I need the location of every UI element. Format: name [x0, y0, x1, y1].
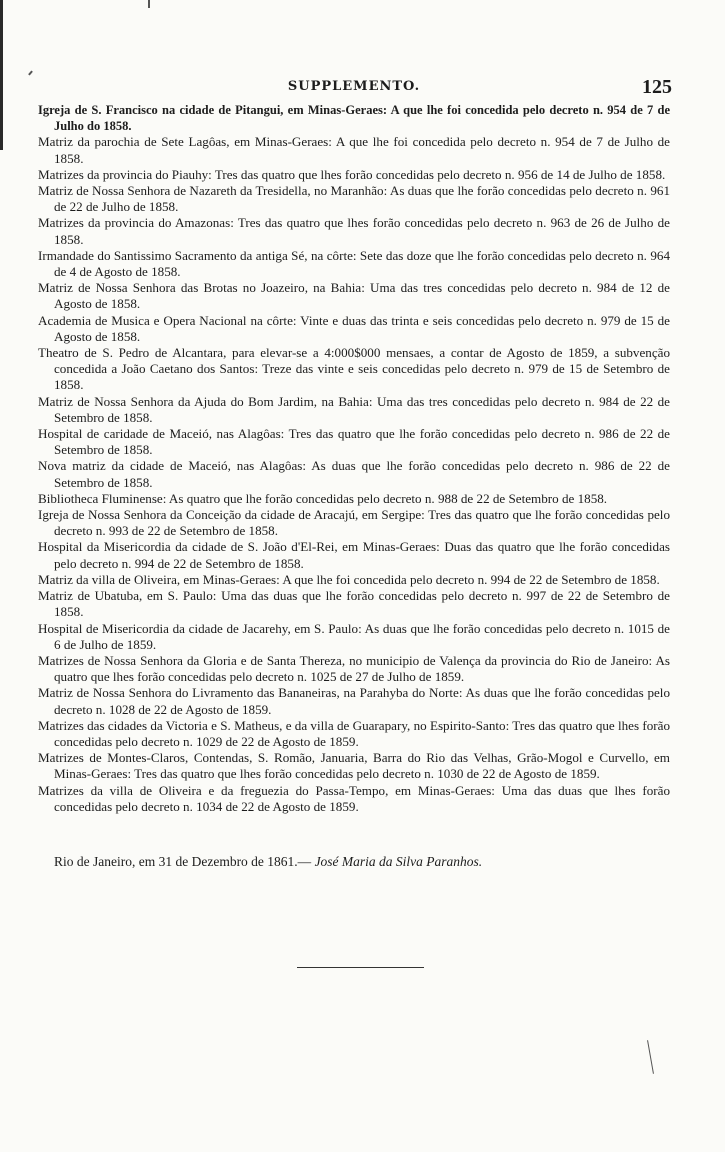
- list-item: Igreja de S. Francisco na cidade de Pitangui, em Minas-Geraes: A que lhe foi concedida pelo decreto n. 954 de 7 de Julho do 1858.: [38, 103, 670, 134]
- list-item: Matriz de Nossa Senhora de Nazareth da Tresidella, no Maranhão: As duas que lhe forão concedidas pelo decreto n. 961 de 22 de Julho de 1858.: [38, 183, 670, 215]
- list-item: Matriz de Nossa Senhora das Brotas no Joazeiro, na Bahia: Uma das tres concedidas pelo decreto n. 984 de 12 de Agosto de 1858.: [38, 280, 670, 312]
- list-item: Igreja de Nossa Senhora da Conceição da cidade de Aracajú, em Sergipe: Tres das quatro que lhe forão concedidas pelo decreto n. 993 de 22 de Setembro de 1858.: [38, 507, 670, 539]
- list-item: Theatro de S. Pedro de Alcantara, para elevar-se a 4:000$000 mensaes, a contar de Agosto de 1859, a subvenção concedida a João Caetano dos Santos: Treze das vinte e seis concedidas pelo decreto n. 979 de 15 de Setembro de 1858.: [38, 345, 670, 393]
- print-speck: [148, 0, 150, 8]
- list-item: Matriz de Nossa Senhora do Livramento das Bananeiras, na Parahyba do Norte: As duas que lhe forão concedidas pelo decreto n. 1028 de 22 de Agosto de 1859.: [38, 685, 670, 717]
- list-item: Matriz de Ubatuba, em S. Paulo: Uma das duas que lhe forão concedidas pelo decreto n. 997 de 22 de Setembro de 1858.: [38, 588, 670, 620]
- list-item: Matrizes da provincia do Amazonas: Tres das quatro que lhes forão concedidas pelo decreto n. 963 de 26 de Julho de 1858.: [38, 215, 670, 247]
- list-item: Matriz de Nossa Senhora da Ajuda do Bom Jardim, na Bahia: Uma das tres concedidas pelo decreto n. 984 de 22 de Setembro de 1858.: [38, 393, 670, 425]
- print-speck: [647, 1040, 654, 1074]
- list-item: Hospital da Misericordia da cidade de S. João d'El-Rei, em Minas-Geraes: Duas das quatro que lhe forão concedidas pelo decreto n. 994 de 22 de Setembro de 1858.: [38, 539, 670, 571]
- list-item: Matriz da villa de Oliveira, em Minas-Geraes: A que lhe foi concedida pelo decreto n. 994 de 22 de Setembro de 1858.: [38, 571, 660, 587]
- list-item: Hospital de Misericordia da cidade de Jacarehy, em S. Paulo: As duas que lhe forão concedidas pelo decreto n. 1015 de 6 de Julho de 1859.: [38, 620, 670, 652]
- print-speck: [28, 70, 33, 75]
- list-item: Matrizes da villa de Oliveira e da freguezia do Passa-Tempo, em Minas-Geraes: Uma das duas que lhes forão concedidas pelo decreto n. 1034 de 22 de Agosto de 1859.: [38, 782, 670, 814]
- list-item: Matrizes de Nossa Senhora da Gloria e de Santa Thereza, no municipio de Valença da provincia do Rio de Janeiro: As quatro que lhes forão concedidas pelo decreto n. 1025 de 27 de Julho de 1859.: [38, 652, 670, 685]
- list-item: Matrizes da provincia do Piauhy: Tres das quatro que lhes forão concedidas pelo decreto n. 956 de 14 de Julho de 1858.: [38, 166, 666, 182]
- list-item: Bibliotheca Fluminense: As quatro que lhe forão concedidas pelo decreto n. 988 de 22 de Setembro de 1858.: [38, 490, 608, 506]
- list-item: Academia de Musica e Opera Nacional na côrte: Vinte e duas das trinta e seis concedidas pelo decreto n. 979 de 15 de Agosto de 1858.: [38, 312, 670, 344]
- signature: José Maria da Silva Paranhos.: [314, 854, 483, 869]
- list-item: Matrizes de Montes-Claros, Contendas, S. Romão, Januaria, Barra do Rio das Velhas, Grão-Mogol e Curvello, em Minas-Geraes: Tres das quatro que lhes forão concedidas pelo decreto n. 1030 de 22 de Agosto de 1859.: [38, 750, 670, 782]
- end-rule: [297, 967, 424, 968]
- list-item: Irmandade do Santissimo Sacramento da antiga Sé, na côrte: Sete das doze que lhe forão concedidas pelo decreto n. 964 de 4 de Agosto de 1858.: [38, 247, 670, 280]
- list-item: Hospital de caridade de Maceió, nas Alagôas: Tres das quatro que lhe forão concedidas pelo decreto n. 986 de 22 de Setembro de 1858.: [38, 426, 670, 458]
- list-item: Matrizes das cidades da Victoria e S. Matheus, e da villa de Guarapary, no Espirito-Santo: Tres das quatro que lhes forão concedidas pelo decreto n. 1029 de 22 de Agosto de 1859.: [38, 717, 670, 749]
- list-item: Nova matriz da cidade de Maceió, nas Alagôas: As duas que lhe forão concedidas pelo decreto n. 986 de 22 de Setembro de 1858.: [38, 458, 670, 490]
- page-header: [36, 76, 672, 98]
- list-item: Matriz da parochia de Sete Lagôas, em Minas-Geraes: A que lhe foi concedida pelo decreto n. 954 de 7 de Julho de 1858.: [38, 134, 670, 166]
- closing-place-date: Rio de Janeiro, em 31 de Dezembro de 1861.—: [54, 854, 312, 869]
- page-edge-rule: [0, 0, 3, 150]
- page-number: 125: [642, 76, 672, 98]
- closing-line: [54, 853, 482, 871]
- grant-list: [38, 102, 670, 815]
- running-title: SUPPLEMENTO.: [287, 79, 421, 94]
